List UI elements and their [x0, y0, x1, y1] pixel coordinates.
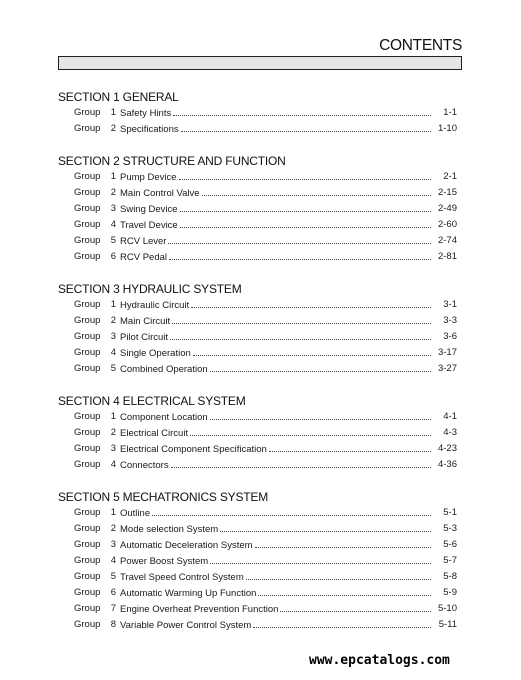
dot-leader: [220, 531, 431, 532]
group-number: 4: [110, 219, 116, 230]
toc-entry[interactable]: [58, 185, 461, 201]
toc-entry[interactable]: [58, 313, 461, 329]
entry-title: Swing Device: [120, 204, 178, 215]
entry-leader: [120, 425, 431, 442]
group-number: 3: [110, 331, 116, 342]
entry-title: Travel Device: [120, 220, 178, 231]
page-number: 4-23: [437, 443, 457, 454]
section-structure-function: [58, 154, 461, 265]
toc-entry[interactable]: [58, 361, 461, 377]
entry-leader: [120, 121, 431, 138]
dot-leader: [269, 451, 431, 452]
entry-leader: [120, 105, 431, 122]
entry-title: Specifications: [120, 124, 179, 135]
group-label: Group: [74, 187, 101, 198]
group-number: 2: [110, 315, 116, 326]
dot-leader: [180, 227, 431, 228]
entry-leader: [120, 601, 431, 618]
toc-entry[interactable]: [58, 585, 461, 601]
dot-leader: [210, 419, 431, 420]
section-heading: SECTION 5 MECHATRONICS SYSTEM: [58, 490, 269, 504]
group-label: Group: [74, 443, 101, 454]
toc-entry[interactable]: [58, 217, 461, 233]
entry-title: Pilot Circuit: [120, 332, 169, 343]
entry-leader: [120, 553, 431, 570]
group-label: Group: [74, 539, 101, 550]
toc-entry[interactable]: [58, 329, 461, 345]
entry-leader: [120, 201, 431, 218]
toc-entry[interactable]: [58, 105, 461, 121]
page-number: 4-1: [443, 411, 457, 422]
entry-title: Pump Device: [120, 172, 177, 183]
page-number: 1-1: [443, 107, 457, 118]
group-label: Group: [74, 235, 101, 246]
toc-entry[interactable]: [58, 521, 461, 537]
group-label: Group: [74, 555, 101, 566]
entry-leader: [120, 345, 431, 362]
dot-leader: [169, 259, 431, 260]
dot-leader: [170, 339, 431, 340]
toc-entry[interactable]: [58, 569, 461, 585]
group-number: 3: [110, 203, 116, 214]
entry-title: Automatic Deceleration System: [120, 540, 253, 551]
page-number: 5-3: [443, 523, 457, 534]
entry-leader: [120, 329, 431, 346]
entry-leader: [120, 569, 431, 586]
entry-title: Single Operation: [120, 348, 191, 359]
group-label: Group: [74, 603, 101, 614]
page-number: 5-7: [443, 555, 457, 566]
dot-leader: [180, 211, 431, 212]
entry-title: Main Circuit: [120, 316, 171, 327]
group-number: 1: [110, 107, 116, 118]
group-number: 3: [110, 443, 116, 454]
page-number: 2-60: [437, 219, 457, 230]
entry-leader: [120, 537, 431, 554]
group-label: Group: [74, 523, 101, 534]
dot-leader: [193, 355, 431, 356]
page-number: 5-8: [443, 571, 457, 582]
dot-leader: [171, 467, 431, 468]
page-number: 4-3: [443, 427, 457, 438]
group-number: 8: [110, 619, 116, 630]
entry-leader: [120, 297, 431, 314]
entry-title: Automatic Warming Up Function: [120, 588, 257, 599]
entry-title: Variable Power Control System: [120, 620, 252, 631]
entry-leader: [120, 361, 431, 378]
dot-leader: [258, 595, 431, 596]
page-number: 1-10: [437, 123, 457, 134]
page-number: 3-6: [443, 331, 457, 342]
toc-entry[interactable]: [58, 601, 461, 617]
entry-title: Main Control Valve: [120, 188, 200, 199]
group-label: Group: [74, 427, 101, 438]
section-hydraulic-system: [58, 282, 461, 377]
dot-leader: [181, 131, 431, 132]
entry-leader: [120, 617, 431, 634]
toc-entry[interactable]: [58, 553, 461, 569]
section-heading: SECTION 1 GENERAL: [58, 90, 179, 104]
entry-leader: [120, 441, 431, 458]
group-number: 6: [110, 251, 116, 262]
entry-leader: [120, 457, 431, 474]
entry-title: Travel Speed Control System: [120, 572, 244, 583]
dot-leader: [173, 115, 431, 116]
entry-leader: [120, 249, 431, 266]
group-number: 4: [110, 555, 116, 566]
page-number: 2-49: [437, 203, 457, 214]
group-label: Group: [74, 347, 101, 358]
entry-leader: [120, 169, 431, 186]
toc-entry[interactable]: [58, 425, 461, 441]
group-number: 1: [110, 171, 116, 182]
entry-title: RCV Lever: [120, 236, 167, 247]
page-number: 2-74: [437, 235, 457, 246]
group-number: 6: [110, 587, 116, 598]
toc-entry[interactable]: [58, 537, 461, 553]
group-label: Group: [74, 315, 101, 326]
group-number: 1: [110, 411, 116, 422]
toc-entry[interactable]: [58, 441, 461, 457]
group-label: Group: [74, 331, 101, 342]
page-number: 3-17: [437, 347, 457, 358]
group-label: Group: [74, 219, 101, 230]
dot-leader: [253, 627, 431, 628]
group-label: Group: [74, 123, 101, 134]
section-mechatronics-system: [58, 490, 461, 633]
entry-leader: [120, 185, 431, 202]
toc-entry[interactable]: [58, 345, 461, 361]
page-number: 5-10: [437, 603, 457, 614]
group-number: 5: [110, 363, 116, 374]
entry-title: Connectors: [120, 460, 169, 471]
toc-entry[interactable]: [58, 409, 461, 425]
group-label: Group: [74, 299, 101, 310]
section-general: [58, 90, 461, 137]
page-number: 2-1: [443, 171, 457, 182]
group-number: 7: [110, 603, 116, 614]
toc-entry[interactable]: [58, 169, 461, 185]
dot-leader: [202, 195, 431, 196]
group-label: Group: [74, 171, 101, 182]
dot-leader: [210, 371, 431, 372]
entry-title: Safety Hints: [120, 108, 172, 119]
entry-title: Mode selection System: [120, 524, 219, 535]
dot-leader: [255, 547, 431, 548]
entry-title: Outline: [120, 508, 151, 519]
group-label: Group: [74, 107, 101, 118]
entry-title: RCV Pedal: [120, 252, 167, 263]
entry-leader: [120, 233, 431, 250]
page-number: 5-9: [443, 587, 457, 598]
entry-leader: [120, 505, 431, 522]
entry-leader: [120, 521, 431, 538]
toc-entry[interactable]: [58, 121, 461, 137]
page-number: 5-6: [443, 539, 457, 550]
page-number: 5-11: [438, 619, 457, 630]
toc-entry[interactable]: [58, 617, 461, 633]
entry-leader: [120, 409, 431, 426]
dot-leader: [210, 563, 431, 564]
toc-entry[interactable]: [58, 249, 461, 265]
section-heading: SECTION 3 HYDRAULIC SYSTEM: [58, 282, 242, 296]
toc-entry[interactable]: [58, 233, 461, 249]
group-label: Group: [74, 363, 101, 374]
group-number: 2: [110, 427, 116, 438]
group-label: Group: [74, 411, 101, 422]
section-heading: SECTION 2 STRUCTURE AND FUNCTION: [58, 154, 286, 168]
group-label: Group: [74, 571, 101, 582]
page-title: CONTENTS: [379, 37, 462, 54]
entry-title: Combined Operation: [120, 364, 208, 375]
dot-leader: [280, 611, 431, 612]
page-number: 3-27: [437, 363, 457, 374]
watermark-url: www.epcatalogs.com: [309, 653, 450, 668]
page-number: 4-36: [437, 459, 457, 470]
group-number: 3: [110, 539, 116, 550]
group-label: Group: [74, 587, 101, 598]
dot-leader: [191, 307, 431, 308]
group-label: Group: [74, 619, 101, 630]
group-number: 1: [110, 299, 116, 310]
page-number: 2-15: [437, 187, 457, 198]
entry-title: Component Location: [120, 412, 208, 423]
group-number: 1: [110, 507, 116, 518]
entry-title: Power Boost System: [120, 556, 209, 567]
toc-entry[interactable]: [58, 457, 461, 473]
page-number: 2-81: [437, 251, 457, 262]
group-number: 5: [110, 235, 116, 246]
entry-title: Electrical Circuit: [120, 428, 189, 439]
toc-entry[interactable]: [58, 201, 461, 217]
section-electrical-system: [58, 394, 461, 473]
page-number: 5-1: [443, 507, 457, 518]
group-label: Group: [74, 459, 101, 470]
group-label: Group: [74, 203, 101, 214]
group-label: Group: [74, 251, 101, 262]
group-number: 2: [110, 123, 116, 134]
dot-leader: [172, 323, 431, 324]
group-number: 4: [110, 347, 116, 358]
page-number: 3-1: [443, 299, 457, 310]
title-rule-bar: [58, 56, 462, 70]
entry-leader: [120, 217, 431, 234]
group-number: 4: [110, 459, 116, 470]
page-number: 3-3: [443, 315, 457, 326]
dot-leader: [168, 243, 431, 244]
entry-title: Hydraulic Circuit: [120, 300, 190, 311]
section-heading: SECTION 4 ELECTRICAL SYSTEM: [58, 394, 246, 408]
dot-leader: [246, 579, 431, 580]
toc-entry[interactable]: [58, 297, 461, 313]
entry-leader: [120, 313, 431, 330]
group-number: 5: [110, 571, 116, 582]
entry-leader: [120, 585, 431, 602]
entry-title: Electrical Component Specification: [120, 444, 267, 455]
dot-leader: [179, 179, 432, 180]
group-label: Group: [74, 507, 101, 518]
dot-leader: [152, 515, 431, 516]
entry-title: Engine Overheat Prevention Function: [120, 604, 279, 615]
dot-leader: [190, 435, 431, 436]
toc-entry[interactable]: [58, 505, 461, 521]
group-number: 2: [110, 187, 116, 198]
group-number: 2: [110, 523, 116, 534]
